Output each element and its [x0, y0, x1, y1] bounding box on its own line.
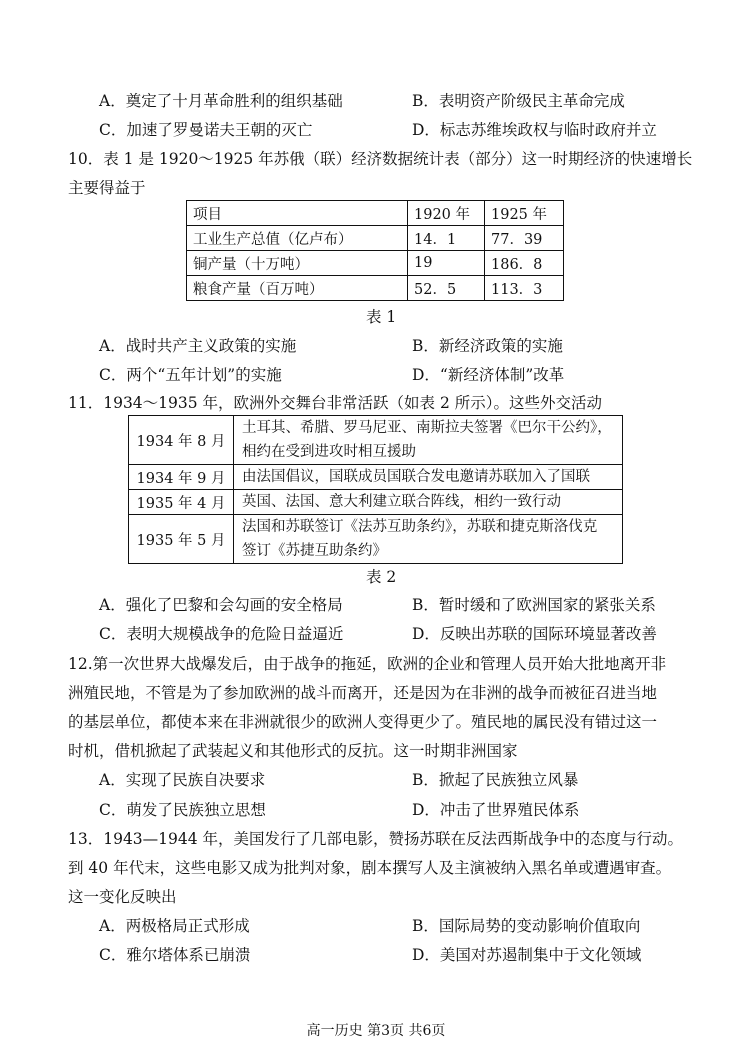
q13-stem-line-1: 13．1943—1944 年，美国发行了几部电影，赞扬苏联在反法西斯战争中的态度与行动。 [68, 830, 684, 848]
q9-option-b: B．表明资产阶级民主革命完成 [412, 92, 625, 110]
q13-option-b: B．国际局势的变动影响价值取向 [412, 917, 641, 935]
table-row [187, 226, 564, 251]
table-cell: 19 [408, 251, 485, 276]
table-1-header-1920: 1920 年 [408, 201, 485, 226]
q12-stem-line-3: 的基层单位，都使本来在非洲就很少的欧洲人变得更少了。殖民地的属民没有错过这一 [68, 713, 658, 731]
table-row [129, 416, 623, 465]
table-1-header-item: 项目 [187, 201, 408, 226]
q11-option-c: C．表明大规模战争的危险日益逼近 [99, 625, 344, 643]
q10-stem-line-1: 10．表 1 是 1920～1925 年苏俄（联）经济数据统计表（部分）这一时期经济的快速增长 [68, 150, 693, 168]
table-2-date: 1934 年 8 月 [129, 416, 234, 465]
q13-stem-line-2: 到 40 年代末，这些电影又成为批判对象，剧本撰写人及主演被纳入黑名单或遭遇审查。 [68, 859, 672, 877]
table-cell: 铜产量（十万吨） [187, 251, 408, 276]
table-row [129, 490, 623, 515]
page-footer: 高一历史 第3页 共6页 [306, 1023, 446, 1039]
q11-option-a: A．强化了巴黎和会勾画的安全格局 [99, 596, 343, 614]
q12-option-d: D．冲击了世界殖民体系 [412, 801, 580, 819]
q11-option-d: D．反映出苏联的国际环境显著改善 [412, 625, 657, 643]
q10-option-d: D．“新经济体制”改革 [412, 366, 565, 384]
q12-option-b: B．掀起了民族独立风暴 [412, 771, 579, 789]
table-2-event [234, 465, 623, 490]
table-2-event-line: 由法国倡议，国联成员国联合发电邀请苏联加入了国联 [242, 469, 590, 485]
q11-stem-line-1: 11．1934～1935 年，欧洲外交舞台非常活跃（如表 2 所示）。这些外交活动 [68, 394, 603, 412]
table-row [129, 465, 623, 490]
table-2-event-line: 英国、法国、意大利建立联合阵线，相约一致行动 [242, 494, 561, 510]
table-2-caption: 表 2 [366, 568, 397, 586]
table-row [187, 251, 564, 276]
q13-option-d: D．美国对苏遏制集中于文化领域 [412, 946, 642, 964]
table-cell: 186．8 [485, 251, 564, 276]
table-cell: 粮食产量（百万吨） [187, 276, 408, 301]
table-2-event-line: 相约在受到进攻时相互援助 [242, 444, 416, 460]
q13-option-a: A．两极格局正式形成 [99, 917, 250, 935]
q9-option-d: D．标志苏维埃政权与临时政府并立 [412, 121, 657, 139]
q12-option-a: A．实现了民族自决要求 [99, 771, 266, 789]
table-1-header-1925: 1925 年 [485, 201, 564, 226]
table-2-event [234, 416, 623, 465]
table-2-event-line: 签订《苏捷互助条约》 [242, 543, 387, 559]
q10-option-a: A．战时共产主义政策的实施 [99, 337, 297, 355]
q9-option-c: C．加速了罗曼诺夫王朝的灭亡 [99, 121, 313, 139]
table-cell: 14．1 [408, 226, 485, 251]
q10-option-c: C．两个“五年计划”的实施 [99, 366, 282, 384]
table-2-event-line: 法国和苏联签订《法苏互助条约》，苏联和捷克斯洛伐克 [242, 519, 598, 535]
table-1-header-row [187, 201, 564, 226]
table-2-date: 1935 年 4 月 [129, 490, 234, 515]
table-2 [128, 415, 623, 564]
q9-option-a: A．奠定了十月革命胜利的组织基础 [99, 92, 343, 110]
table-2-date: 1934 年 9 月 [129, 465, 234, 490]
q12-stem-line-4: 时机，借机掀起了武装起义和其他形式的反抗。这一时期非洲国家 [68, 742, 518, 760]
table-2-event-line: 土耳其、希腊、罗马尼亚、南斯拉夫签署《巴尔干公约》， [242, 420, 612, 436]
q11-option-b: B．暂时缓和了欧洲国家的紧张关系 [412, 596, 656, 614]
table-2-event [234, 515, 623, 564]
table-cell: 113．3 [485, 276, 564, 301]
q13-stem-line-3: 这一变化反映出 [68, 888, 177, 906]
q12-stem-line-1: 12.第一次世界大战爆发后，由于战争的拖延，欧洲的企业和管理人员开始大批地离开非 [68, 655, 667, 673]
table-1-caption: 表 1 [366, 308, 397, 326]
table-2-event [234, 490, 623, 515]
q10-option-b: B．新经济政策的实施 [412, 337, 563, 355]
q13-option-c: C．雅尔塔体系已崩溃 [99, 946, 251, 964]
table-1 [186, 200, 564, 301]
table-row [187, 276, 564, 301]
table-2-date: 1935 年 5 月 [129, 515, 234, 564]
q12-option-c: C．萌发了民族独立思想 [99, 801, 266, 819]
table-cell: 52．5 [408, 276, 485, 301]
table-cell: 工业生产总值（亿卢布） [187, 226, 408, 251]
table-cell: 77．39 [485, 226, 564, 251]
q10-stem-line-2: 主要得益于 [68, 179, 146, 197]
q12-stem-line-2: 洲殖民地，不管是为了参加欧洲的战斗而离开，还是因为在非洲的战争而被征召进当地 [68, 684, 658, 702]
table-row [129, 515, 623, 564]
